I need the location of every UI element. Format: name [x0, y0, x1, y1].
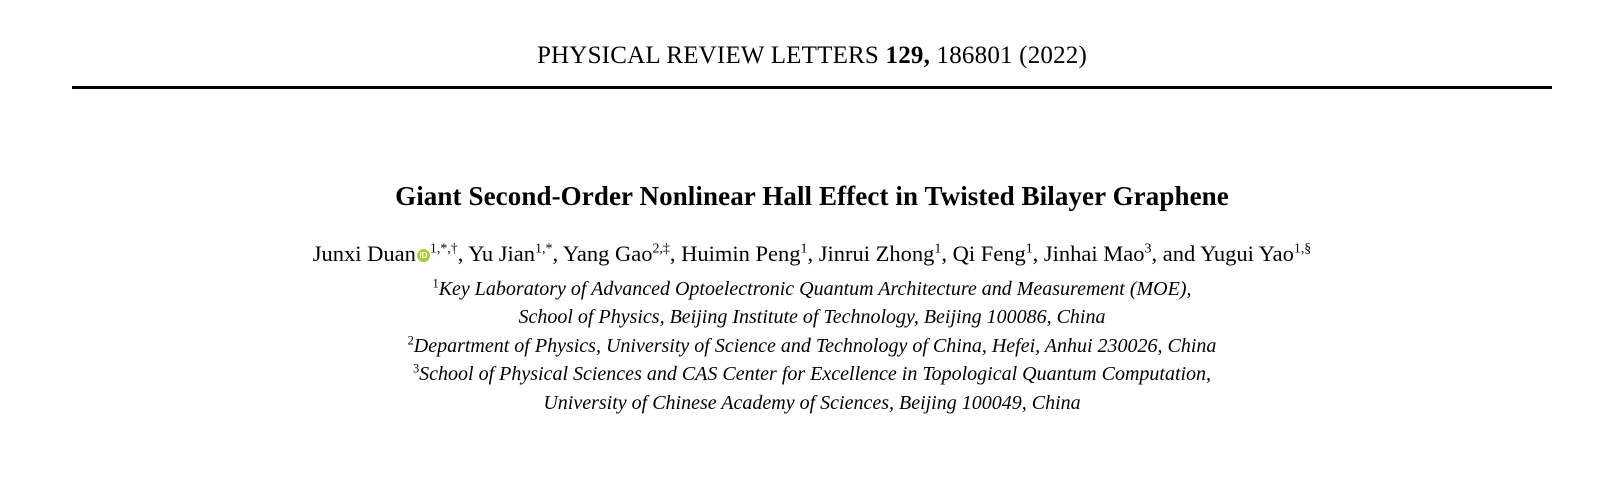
author-affiliation-marks: 1: [800, 241, 808, 257]
affiliation-text: School of Physical Sciences and CAS Center for Excellence in Topological Quantum Computation,: [419, 363, 1212, 386]
affiliation-text: University of Chinese Academy of Sciences, Beijing 100049, China: [543, 391, 1081, 414]
author-separator: ,: [669, 241, 676, 266]
affiliation-marker: 1: [432, 276, 439, 291]
author-entry: [468, 241, 558, 266]
orcid-icon[interactable]: [417, 249, 430, 262]
author-affiliation-marks: 3: [1144, 241, 1152, 257]
affiliation-marker: 2: [407, 333, 414, 348]
author-separator: ,: [807, 241, 814, 266]
journal-volume: 129,: [885, 42, 931, 69]
author-name: Junxi Duan: [312, 241, 416, 266]
author-separator: ,: [941, 241, 947, 266]
journal-name: PHYSICAL REVIEW LETTERS: [536, 42, 880, 69]
affiliation-item: [0, 332, 1624, 360]
author-affiliation-marks: 1,*: [535, 241, 553, 257]
author-affiliation-marks: 1,§: [1293, 241, 1312, 257]
author-name: Jinrui Zhong: [818, 241, 935, 266]
author-separator: ,: [1032, 241, 1039, 266]
affiliation-marker: 3: [412, 361, 420, 376]
page-title: Giant Second-Order Nonlinear Hall Effect in Twisted Bilayer Graphene: [395, 181, 1229, 211]
affiliation-item: [0, 389, 1624, 417]
author-entry: [313, 241, 464, 266]
author-name: Yang Gao: [562, 241, 653, 266]
author-entry: [819, 241, 947, 266]
author-entry: [563, 241, 676, 266]
author-separator: ,: [552, 241, 559, 266]
affiliation-list: [0, 275, 1624, 417]
journal-header: [0, 0, 1624, 70]
affiliation-item: [0, 303, 1624, 331]
affiliation-text: Key Laboratory of Advanced Optoelectronic Quantum Architecture and Measurement (MOE),: [438, 278, 1192, 300]
author-list: [0, 240, 1624, 267]
author-separator: ,: [457, 241, 464, 266]
author-entry: [1200, 241, 1311, 266]
author-name: Huimin Peng: [681, 241, 801, 266]
author-entry: [681, 241, 813, 266]
author-affiliation-marks: 1: [934, 241, 942, 257]
author-name: Jinhai Mao: [1043, 241, 1145, 266]
author-affiliation-marks: 1,*,†: [429, 241, 458, 257]
author-name: Yu Jian: [468, 241, 536, 266]
author-affiliation-marks: 2,‡: [652, 241, 670, 257]
author-name: Qi Feng: [952, 241, 1026, 266]
author-affiliation-marks: 1: [1025, 241, 1033, 257]
author-entry: [953, 241, 1039, 266]
affiliation-text: Department of Physics, University of Science and Technology of China, Hefei, Anhui 230026, China: [413, 334, 1217, 357]
author-name: Yugui Yao: [1200, 241, 1294, 266]
author-entry: [1044, 241, 1195, 266]
author-separator: , and: [1151, 241, 1196, 266]
affiliation-item: [0, 360, 1624, 388]
affiliation-item: [0, 275, 1624, 303]
header-divider-rule: [72, 86, 1552, 89]
journal-article-id: 186801 (2022): [936, 42, 1088, 69]
affiliation-text: School of Physics, Beijing Institute of Technology, Beijing 100086, China: [518, 306, 1106, 329]
